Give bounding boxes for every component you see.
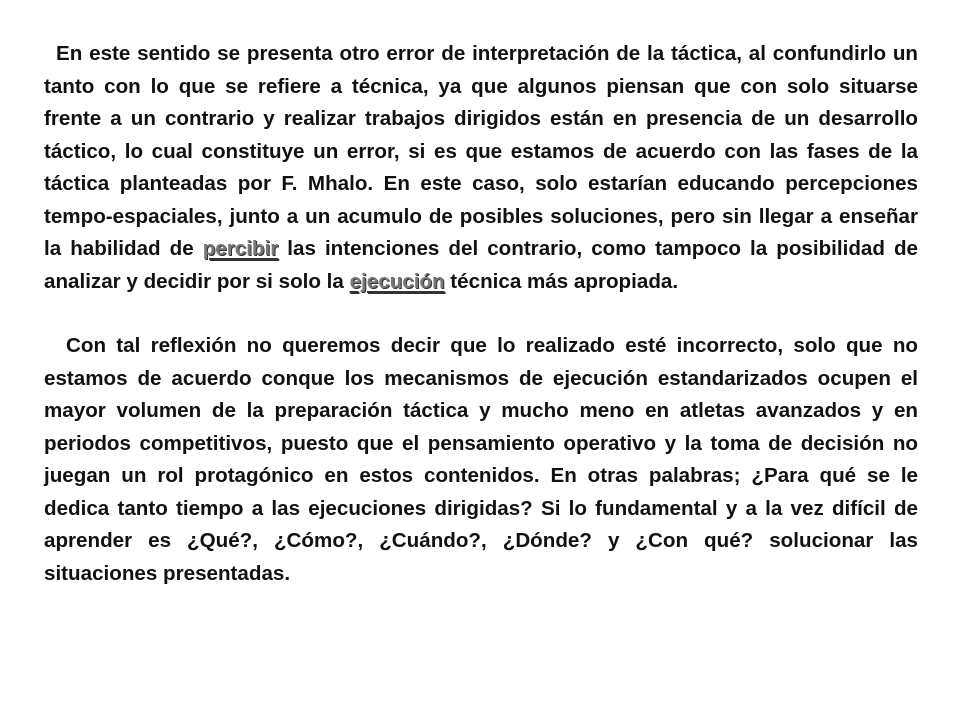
paragraph-1 xyxy=(44,38,918,298)
slide-body xyxy=(44,38,918,590)
highlighted-term-percibir: percibir xyxy=(202,237,279,260)
paragraph-1-text-a: En este sentido se presenta otro error de interpretación de la táctica, al confundirlo un tanto con lo que se refiere a técnica, ya que algunos piensan que con solo situarse frente a un contrario y realizar trabajos dirigidos están en presencia de un desarrollo táctico, lo cual constituye un error, si es que estamos de acuerdo con las fases de la táctica planteadas por F. Mhalo. En este caso, solo estarían educando percepciones tempo-espaciales, junto a un acumulo de posibles soluciones, pero sin llegar a enseñar la habilidad de xyxy=(44,42,918,260)
paragraph-1-text-c: técnica más apropiada. xyxy=(444,269,679,293)
highlighted-term-ejecucion: ejecución xyxy=(349,269,445,293)
paragraph-2: Con tal reflexión no queremos decir que lo realizado esté incorrecto, solo que no estamos de acuerdo conque los mecanismos de ejecución estandarizados ocupen el mayor volumen de la preparación táctica y mucho meno en atletas avanzados y en periodos competitivos, puesto que el pensamiento operativo y la toma de decisión no juegan un rol protagónico en estos contenidos. En otras palabras; ¿Para qué se le dedica tanto tiempo a las ejecuciones dirigidas? Si lo fundamental y a la vez difícil de aprender es ¿Qué?, ¿Cómo?, ¿Cuándo?, ¿Dónde? y ¿Con qué? solucionar las situaciones presentadas. xyxy=(44,334,918,585)
paragraph-1-text-b: las intenciones del contrario, como tampoco la posibilidad de analizar y decidir por si solo la xyxy=(44,237,918,293)
